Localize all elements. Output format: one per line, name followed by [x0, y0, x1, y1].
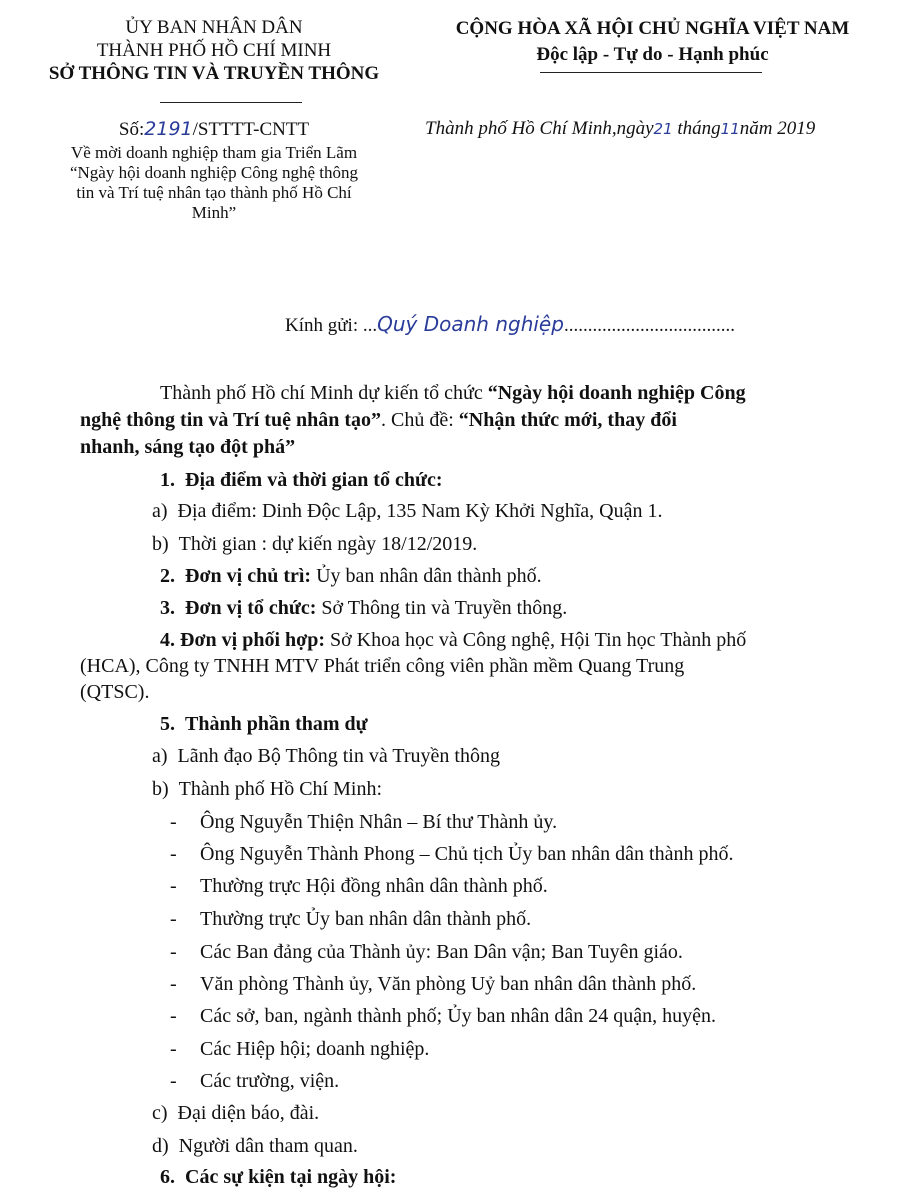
dash-mark: - — [170, 941, 177, 963]
issuer-line-2: THÀNH PHỐ HỒ CHÍ MINH — [96, 40, 332, 61]
section-5c-mark: c) — [152, 1102, 168, 1124]
intro-line-1 — [160, 380, 746, 406]
section-1-title: Địa điểm và thời gian tổ chức: — [185, 469, 443, 491]
section-1-number: 1. — [160, 469, 175, 491]
intro-l1-normal: Thành phố Hồ chí Minh dự kiến tổ chức — [160, 382, 488, 404]
section-5b — [152, 778, 382, 801]
doc-number-suffix: /STTTT-CNTT — [192, 119, 310, 140]
motto-underline — [540, 72, 762, 73]
dash-mark: - — [170, 973, 177, 995]
dash-mark: - — [170, 1070, 177, 1092]
section-4-line-1 — [160, 629, 746, 652]
section-2-label: Đơn vị chủ trì: — [185, 565, 312, 587]
list-item — [170, 941, 683, 964]
section-5a — [152, 745, 500, 768]
subject-line-1: Về mời doanh nghiệp tham gia Triển Lãm — [70, 143, 358, 162]
section-1b — [152, 533, 477, 556]
section-2 — [160, 565, 542, 588]
section-5d — [152, 1135, 358, 1158]
section-4-line-2: (HCA), Công ty TNHH MTV Phát triển công viên phần mềm Quang Trung — [80, 655, 685, 677]
list-item — [170, 973, 697, 996]
dash-mark: - — [170, 843, 177, 865]
recipient-line — [285, 312, 735, 337]
doc-number-handwritten: 2191 — [144, 118, 193, 140]
date-month-handwritten: 11 — [720, 120, 740, 138]
section-5-title: Thành phần tham dự — [185, 713, 368, 735]
national-motto: Độc lập - Tự do - Hạnh phúc — [536, 44, 769, 65]
date-part-2: tháng — [677, 118, 721, 139]
section-5a-mark: a) — [152, 745, 168, 767]
date-line — [425, 118, 815, 140]
dash-mark: - — [170, 811, 177, 833]
list-item-text: Các Ban đảng của Thành ủy: Ban Dân vận; Ban Tuyên giáo. — [200, 941, 683, 963]
list-item-text: Ông Nguyễn Thiện Nhân – Bí thư Thành ủy. — [200, 811, 558, 833]
list-item — [170, 1038, 430, 1061]
subject-line-3: tin và Trí tuệ nhân tạo thành phố Hồ Chí — [76, 183, 352, 202]
section-4-text-1: Sở Khoa học và Công nghệ, Hội Tin học Thành phố — [324, 629, 747, 651]
section-4-label: Đơn vị phối hợp: — [180, 629, 325, 651]
section-5d-mark: d) — [152, 1135, 169, 1157]
section-5c — [152, 1102, 319, 1125]
list-item-text: Các sở, ban, ngành thành phố; Ủy ban nhân dân 24 quận, huyện. — [200, 1005, 717, 1027]
document-number — [40, 118, 388, 141]
section-4-number: 4. — [160, 629, 175, 651]
section-3-label: Đơn vị tổ chức: — [185, 597, 317, 619]
issuer-line-3: SỞ THÔNG TIN VÀ TRUYỀN THÔNG — [48, 63, 380, 84]
section-5-heading — [160, 713, 368, 736]
list-item — [170, 875, 548, 898]
section-6-heading — [160, 1166, 396, 1189]
list-item — [170, 843, 734, 866]
dash-mark: - — [170, 1038, 177, 1060]
list-item-text: Các trường, viện. — [200, 1070, 340, 1092]
list-item — [170, 1070, 340, 1093]
list-item-text: Văn phòng Thành ủy, Văn phòng Uỷ ban nhân dân thành phố. — [200, 973, 697, 995]
list-item-text: Thường trực Hội đồng nhân dân thành phố. — [200, 875, 548, 897]
section-5d-text: Người dân tham quan. — [178, 1135, 358, 1157]
issuer-underline — [160, 102, 302, 103]
list-item — [170, 1005, 717, 1028]
intro-line-3 — [80, 434, 295, 460]
date-part-1: Thành phố Hồ Chí Minh,ngày — [425, 118, 654, 139]
section-6-number: 6. — [160, 1166, 175, 1188]
section-1b-mark: b) — [152, 533, 169, 555]
issuer-line-1: ỦY BAN NHÂN DÂN — [125, 17, 303, 38]
date-part-3: năm 2019 — [739, 118, 816, 139]
section-1a-mark: a) — [152, 500, 168, 522]
section-3-text: Sở Thông tin và Truyền thông. — [316, 597, 568, 619]
date-day-handwritten: 21 — [653, 120, 673, 138]
subject-line-4: Minh” — [191, 203, 237, 222]
section-3 — [160, 597, 567, 620]
list-item — [170, 908, 532, 931]
list-item-text: Ông Nguyễn Thành Phong – Chủ tịch Ủy ban nhân dân thành phố. — [200, 843, 734, 865]
section-3-number: 3. — [160, 597, 175, 619]
section-4-line-3: (QTSC). — [80, 681, 150, 703]
section-6-title: Các sự kiện tại ngày hội: — [185, 1166, 397, 1188]
section-5a-text: Lãnh đạo Bộ Thông tin và Truyền thông — [177, 745, 500, 767]
section-5-number: 5. — [160, 713, 175, 735]
subject-block — [40, 143, 388, 223]
intro-l2-bold-b: “Nhận thức mới, thay đổi — [458, 409, 677, 431]
intro-l1-bold: “Ngày hội doanh nghiệp Công — [487, 382, 746, 404]
issuer-block — [40, 16, 388, 85]
dash-mark: - — [170, 1005, 177, 1027]
section-2-number: 2. — [160, 565, 175, 587]
section-5b-text: Thành phố Hồ Chí Minh: — [178, 778, 383, 800]
intro-l2-normal: . Chủ đề: — [381, 409, 459, 431]
intro-l3-bold: nhanh, sáng tạo đột phá” — [80, 436, 296, 458]
section-1a — [152, 500, 662, 523]
list-item-text: Các Hiệp hội; doanh nghiệp. — [200, 1038, 430, 1060]
national-motto-block — [430, 16, 875, 68]
section-2-text: Ủy ban nhân dân thành phố. — [311, 565, 542, 587]
subject-line-2: “Ngày hội doanh nghiệp Công nghệ thông — [69, 163, 358, 182]
section-5b-mark: b) — [152, 778, 169, 800]
list-item — [170, 811, 558, 834]
recipient-dots: .................................... — [563, 315, 735, 336]
doc-number-prefix: Số: — [118, 119, 145, 140]
section-1b-text: Thời gian : dự kiến ngày 18/12/2019. — [178, 533, 478, 555]
list-item-text: Thường trực Ủy ban nhân dân thành phố. — [200, 908, 532, 930]
intro-line-2 — [80, 407, 677, 433]
national-title: CỘNG HÒA XÃ HỘI CHỦ NGHĨA VIỆT NAM — [455, 18, 850, 39]
recipient-handwritten: Quý Doanh nghiệp — [377, 312, 564, 336]
dash-mark: - — [170, 875, 177, 897]
dash-mark: - — [170, 908, 177, 930]
section-1a-text: Địa điểm: Dinh Độc Lập, 135 Nam Kỳ Khởi Nghĩa, Quận 1. — [177, 500, 663, 522]
recipient-label: Kính gửi: ... — [285, 315, 378, 336]
intro-l2-bold-a: nghệ thông tin và Trí tuệ nhân tạo” — [80, 409, 381, 431]
section-1-heading — [160, 469, 443, 492]
section-5c-text: Đại diện báo, đài. — [177, 1102, 320, 1124]
